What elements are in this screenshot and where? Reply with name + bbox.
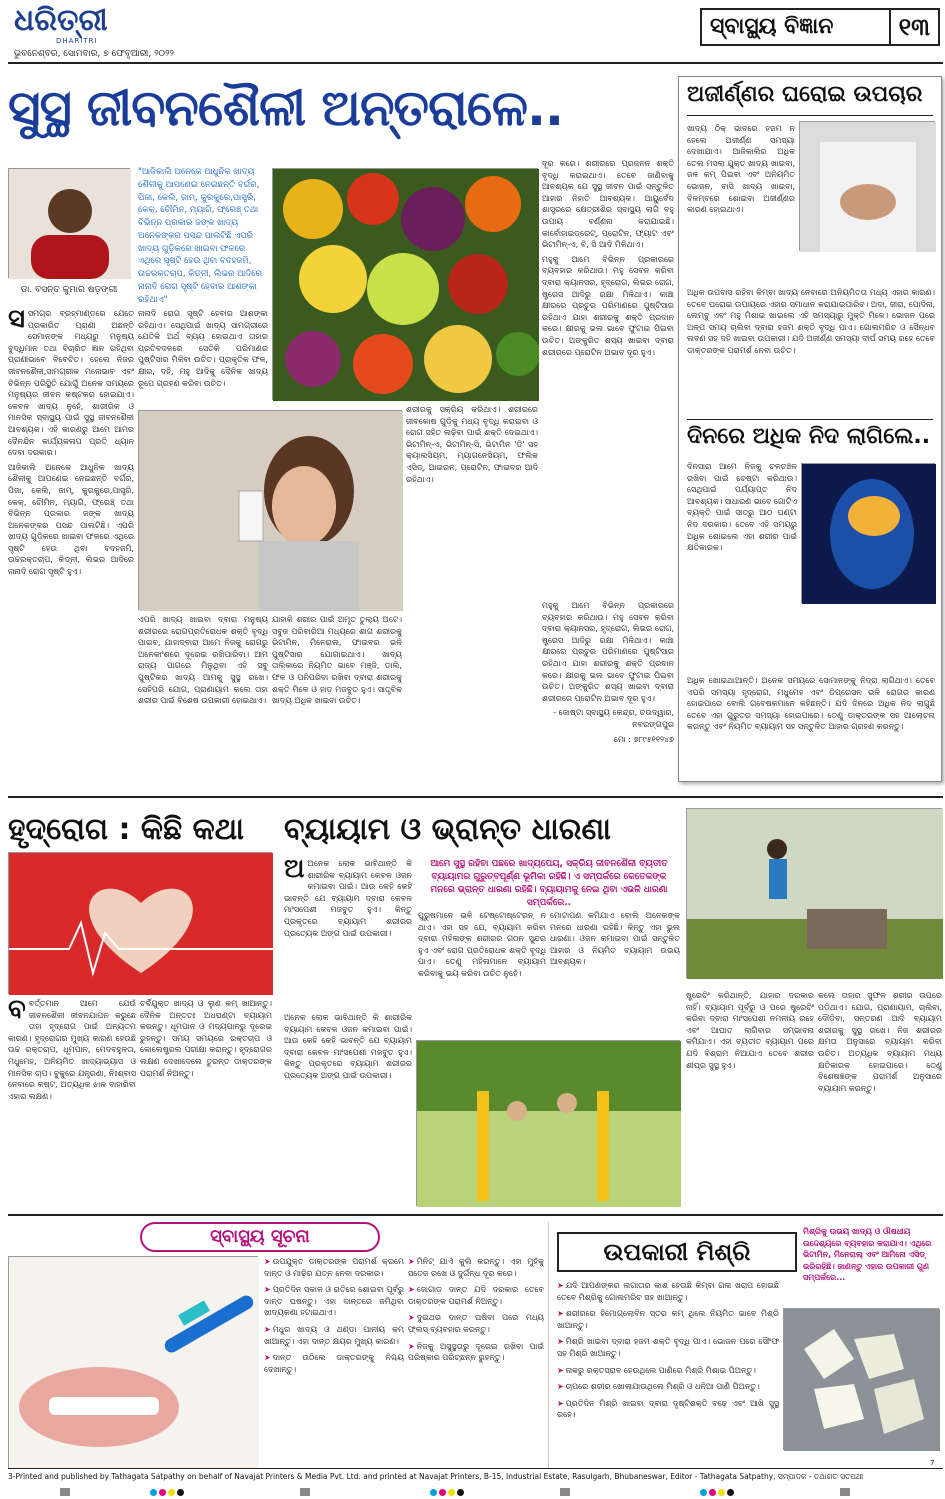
author-caption: ଡା. ବସନ୍ତ କୁମାର ଷଡ଼ଙ୍ଗୀ xyxy=(20,285,118,295)
stretching-icon xyxy=(687,809,943,979)
indigestion-body: ଖାଦ୍ୟ ଠିକ୍‌ ଭାବରେ ହଜମ ନ ହେଲେ ଅଜୀର୍ଣ୍ଣ ସମସ୍ୟା ଦେଖାଯାଏ। ଆଜିକାଲିର ଅଧିକ ତେଲ ମସଲା ଯୁକ୍ତ ଖାଦ୍ୟ ଖାଇବା, ଜଳ କମ୍‌ ପିଇବା ଏବଂ ଅନିୟମିତ ଭୋଜନ, ବାସି ଖାଦ୍ୟ ଖାଇବା, ବିଳମ୍ବରେ ଶୋଇବା ଅଜୀର୍ଣ୍ଣର କାରଣ ହୋଇଥାଏ। xyxy=(687,124,795,215)
sugar-candy-image xyxy=(783,1308,939,1450)
page-mark: 7 xyxy=(930,1459,935,1467)
section-header xyxy=(700,8,940,46)
exercise-body-col4: ଷ୍ଟ୍ରେଚିଂ କରିଥାନ୍ତି, ଯାହାର ଦରକାର ନାହିଁ। ବ୍ୟାୟାମ ପୂର୍ବରୁ ଓ ପରେ ଷ୍ଟ୍ରେଚିଂ କରିବା ଦ୍ବାରା ମାଂସପେଶୀ ନମନୀୟ ରହେ ଏବଂ ଆଘାତ ଲାଗିବାର ସମ୍ଭାବନା କମିଯାଏ। ଏହା ବ୍ୟତୀତ ବ୍ୟାୟାମ ପରେ ଯଦି ବିଶ୍ରାମ ନିଆଯାଏ ତେବେ ଶରୀର ଶୀଘ୍ର ସୁସ୍ଥ ହୁଏ। xyxy=(686,991,814,1070)
sugar-title: ଉପକାରୀ ମିଶ୍ରି xyxy=(557,1232,797,1272)
exercise-equipment-icon xyxy=(417,1041,681,1207)
lead-signoff: - ଜୋଷ୍ଟା ସ୍ବାସ୍ଥ୍ୟ କେନ୍ଦ୍ର, ଚଉଦ୍ୱାର, ନବରଙ୍ଗପୁର xyxy=(553,708,674,729)
dropcap: ସ xyxy=(8,308,25,334)
indigestion-body-2: ଅଧିକ ଉପବାସ ରହିବା କିମ୍ବା ଖାଦ୍ୟ ନେବାରେ ଅନିୟମିତତା ମଧ୍ୟ ଏହାର କାରଣ। ତେବେ ଘରୋଇ ଉପାୟରେ ଏହାର ସମାଧାନ କରାଯାଇପାରିବ। ଅଦା, ଜୀରା, ପୋଦିନା, ଲେମ୍ବୁ ଏବଂ ମହୁ ମିଶାଇ ଖାଇଲେ ଏହି ସମସ୍ୟାରୁ ମୁକ୍ତି ମିଳେ। ଭୋଜନ ପରେ ଅଳ୍ପ ସମୟ ଚାଲିବା ଦ୍ବାରା ହଜମ ଶକ୍ତି ବୃଦ୍ଧି ପାଏ। ଗୋଲମରିଚ ଓ ସୈନ୍ଧବ ଲବଣ ସହ ଦହି ଖାଇବା ଉପକାରୀ। ଯଦି ଅଜୀର୍ଣ୍ଣ ସମସ୍ୟା ଦୀର୍ଘ ସମୟ ରହେ ତେବେ ଡାକ୍ତରଙ୍କ ପରାମର୍ଶ ନେବା ଉଚିତ। xyxy=(687,288,935,355)
sleep-title: ଦିନରେ ଅଧିକ ନିଦ ଲାଗିଲେ.. xyxy=(687,424,931,449)
tip-item: ➤ ଦାନ୍ତ ଉଠିଲେ ଡାକ୍ତରଙ୍କୁ ନିଶ୍ଚୟ ଦେଖାନ୍ତୁ। xyxy=(264,1352,404,1375)
heart-body-2: ଚର୍ବିଯୁକ୍ତ ଖାଦ୍ୟ ଓ ଲୁଣ କମ୍‌ ଖାଆନ୍ତୁ। ଦୈନିକ ଅନ୍ତତଃ ଅଧଘଣ୍ଟା ବ୍ୟାୟାମ କରନ୍ତୁ। ଧୂମପାନ ଓ ମଦ୍ୟପାନରୁ ଦୂରେଇ ରୁହନ୍ତୁ। ସମୟ ସମୟରେ ରକ୍ତଚାପ ଓ କୋଲେଷ୍ଟ୍ରଲ ପରୀକ୍ଷା କରାନ୍ତୁ। ହୃଦ୍‌ରୋଗର ଲକ୍ଷଣ ଦେଖାଦେଲେ ତୁରନ୍ତ ଡାକ୍ତରଙ୍କ ପରାମର୍ଶ ନିଅନ୍ତୁ। xyxy=(140,999,272,1078)
lead-body-col4 xyxy=(542,158,674,598)
milk-glass-icon xyxy=(139,411,403,611)
stomach-icon xyxy=(800,122,936,252)
heart-icon xyxy=(9,853,273,995)
registration-bar xyxy=(300,1488,310,1496)
fruits-vegetables-image xyxy=(272,168,538,400)
sidebar-rule-2 xyxy=(687,419,933,420)
lead-col4-text-b: ମହୁକୁ ଆମେ ବିଭିନ୍ନ ପ୍ରକାରରେ ବ୍ୟବହାର କରିଥାଉ। ମହୁ ସେବନ କରିବା ଦ୍ବାରା କ୍ୟାନସର, ହୃଦ୍‌ରୋଗ, ଲିଭର ରୋଗ, ଷ୍ଟ୍ରେସ ଆଦିରୁ ରକ୍ଷା ମିଳିଥାଏ। କାଞ୍ଚା କ୍ଷୀରରେ ପ୍ରଚୁର ପରିମାଣରେ ପୁଷ୍ଟିସାର ରହିଥାଏ ଯାହା ଶରୀରକୁ ଶକ୍ତି ପ୍ରଦାନ କରେ। କ୍ଷୀରକୁ ଭଲ ଭାବେ ଫୁଟାଇ ପିଇବା ଉଚିତ। ଅଙ୍କୁରିତ ଶସ୍ୟ ଖାଇବା ଦ୍ବାରା ଶରୀରରେ ପ୍ରୋଟିନ ଅଭାବ ଦୂର ହୁଏ। xyxy=(542,254,674,357)
sugar-point: ➤ ପ୍ରତିଦିନ ମିଶ୍ରି ଖାଇବା ଦ୍ବାରା ଦୃଷ୍ଟିଶକ୍ତି ବଢ଼େ ଏବଂ ଆଖି ସୁସ୍ଥ ରହେ। xyxy=(557,1398,779,1421)
lead-body-col3: ଶରୀରକୁ ସକ୍ରିୟ କରିଥାଏ। ଶରୀରରେ ଜୀବକୋଷ ଗୁଡ଼ିକୁ ମଧ୍ୟ ବୃଦ୍ଧି କରାଇବା ଓ ରୋଗ ସହିତ ଲଢ଼ିବା ପାଇଁ ଶକ୍ତି ଦେଇଥାଏ। ଭିଟାମିନ୍‌-ଏ, ଭିଟାମିନ୍‌-ସି, ଭିଟାମିନ 'ଡି' ସହ କ୍ୟାଲସିୟମ, ମ୍ୟାଗନେସିୟମ, ଫଲିକ ଏସିଡ୍‌, ଆଇରନ, ପ୍ରୋଟିନ, ଫାଇବର ଆଦି ରହିଥାଏ। xyxy=(406,405,538,484)
sugar-box xyxy=(548,1222,942,1468)
section-rule xyxy=(8,796,943,798)
section-name: ସ୍ବାସ୍ଥ୍ୟ ବିଜ୍ଞାନ xyxy=(710,14,834,40)
tips-col2 xyxy=(408,1256,544,1466)
fruits-icon xyxy=(273,169,539,401)
lead-headline: ସୁସ୍ଥ ଜୀବନଶୈଳୀ ଅନ୍ତରାଳେ.. xyxy=(8,79,563,137)
registration-bar xyxy=(60,1488,70,1496)
brain-image xyxy=(801,463,935,603)
sidebar-rule xyxy=(687,115,933,116)
exercise-intro: ଆମେ ସୁସ୍ଥ ରହିବା ପଛରେ ଖାଦ୍ୟପେୟ, ସକ୍ରିୟ ଜୀବନଶୈଳୀ ବ୍ୟତୀତ ବ୍ୟାୟାମର ଗୁରୁତ୍ବପୂର୍ଣ୍ଣ ଭୂମିକା ରହିଛି। ଏ ସମ୍ପର୍କରେ କେତେକଙ୍କ ମନରେ ଭ୍ରାନ୍ତ ଧାରଣା ରହିଛି। ବ୍ୟାୟାମକୁ ନେଇ ଥିବା ଏଭଳି ଧାରଣା ସମ୍ପର୍କରେ.. xyxy=(430,859,668,909)
registration-dots xyxy=(150,1489,184,1496)
lead-body-col3b: ଯାହାକି ଶରୀର ପାଇଁ ଅମୃତ ତୁଲ୍ୟ ଅଟେ। ସବୁଜ ପରିବାରିଆ ମଧ୍ୟରେ ଶାଗ ଶରୀରକୁ ଭିଟାମିନ, ମିନେରାଲ, ଫାଇବର ଭଳି ପୁଷ୍ଟିସାର ଯୋଗାଇଥାଏ। ଖାଦ୍ୟ ତାଲିକାରେ ନିୟମିତ ଭାବେ ମଞ୍ଜି, ଡାଲି, ଫଳ ଓ ପନିପରିବା ରଖିବା ଦ୍ବାରା ଶରୀରକୁ ଶକ୍ତି ମିଳେ ଓ ହାଡ଼ ମଜବୁତ ହୁଏ। ସାତ୍ତ୍ବିକ ଖାଦ୍ୟ ଅଧିକ ଖାଇବା ଉଚିତ। xyxy=(272,615,402,706)
registration-bar xyxy=(840,1488,850,1496)
registration-bar xyxy=(560,1488,570,1496)
registration-dots xyxy=(430,1489,464,1496)
lead-col1-text: ସମଗ୍ର ବ୍ରହ୍ମାଣ୍ଡରେ ଯେତେ ପ୍ରକାରିତ ପ୍ରାଣୀ ଅଛନ୍ତି ସେମାନଙ୍କ ମଧ୍ୟରୁ ମନୁଷ୍ୟ ବୁଦ୍ଧିମାନ ତଥା ବିଚାରିତ ଜ୍ଞାନ ରହିଥିବା ପ୍ରାଣୀଭାବେ ବିବେଚିତ। ହେଲେ ନିଜର ଜୀବନଶୈଳୀ,ସାମଗ୍ରୀକ ମନୋଭାବ ଏବଂ ବିଭିନ୍ନ ପରିସ୍ଥିତି ଯୋଗୁଁ ଅନେକ ସମୟରେ ମନୁଷ୍ୟର ଜୀବନ କଷ୍ଟକର ହୋଇଯାଏ। କେବଳ ଖାଦ୍ୟ ନୁହେଁ, ଶାରୀରିକ ଓ ମାନସିକ ସ୍ବାସ୍ଥ୍ୟ ପାଇଁ ସୁସ୍ଥ ଜୀବନଶୈଳୀ ଆବଶ୍ୟକ। ଏହି କାରଣରୁ ଆମେ ଆମର ଦୈନନ୍ଦିନ କାର୍ଯ୍ୟକଳାପ ପ୍ରତି ଧ୍ୟାନ ଦେବା ଦରକାର। xyxy=(8,309,134,458)
exercise-body-col1 xyxy=(284,858,412,1008)
exercise-body-col5: କଲେ ତାହାର ସୁଫଳ ଶରୀର ଉପରେ ପଡ଼ିଥାଏ। ଯୋଗ, ପ୍ରାଣାୟାମ, ଚାଲିବା, ଦୌଡ଼ିବା, ସନ୍ତରଣ ଆଦି ବ୍ୟାୟାମ ଶରୀରକୁ ସୁସ୍ଥ ରଖେ। ନିଜ ଶରୀରର କ୍ଷମତା ଅନୁସାରେ ବ୍ୟାୟାମ କରିବା ଉଚିତ। ଅତ୍ୟଧିକ ବ୍ୟାୟାମ ମଧ୍ୟ କ୍ଷତିକାରକ ହୋଇପାରେ। ତେଣୁ ବିଶେଷଜ୍ଞଙ୍କ ପରାମର୍ଶ ଅନୁସାରେ ବ୍ୟାୟାମ କରନ୍ତୁ। xyxy=(818,991,942,1093)
sleep-body-2: ଅଧିକ ଖୋଇଥାଆନ୍ତି। ଅନେକ ସମୟରେ ସୋମାନଙ୍କୁ ନିଦ୍ରା ଲାଗିଥାଏ। ତେବେ ଏପରି ସମସ୍ୟା ହୃଦ୍‌ରୋଗ, ମଧୁମେହ ଏବଂ ଡିପ୍ରେସନ ଭଳି ରୋଗର କାରଣ ହୋଇପାରେ ବୋଲି ଗବେଷକମାନେ କହିଛନ୍ତି। ଯଦି ଦିନରେ ଅଧିକ ନିଦ ଲାଗୁଛି ତେବେ ଏହା ଗୁରୁତର ସମସ୍ୟା ହୋଇପାରେ। ତେଣୁ ଡାକ୍ତରଙ୍କ ସହ ଆଲୋଚନା କରନ୍ତୁ ଏବଂ ନିୟମିତ ବ୍ୟାୟାମ ସହ ସନ୍ତୁଳିତ ଆହାର ଗ୍ରହଣ କରନ୍ତୁ। xyxy=(687,676,935,732)
sidebar-box xyxy=(678,76,942,782)
lead-body-col2: ନାନାଦି ରୋଗ ସୃଷ୍ଟି ହେବାର ଆଶଙ୍କା ରହିଥାଏ। ସେଥିପାଇଁ ଖାଦ୍ୟ ସାମଗ୍ରୀରେ ଯେତିକି ଅର୍ଥ ବ୍ୟୟ ହୋଇଥାଏ ତାହାର ପ୍ରତିବଦଳରେ ସେତିକି ପରିମାଣର ପୁଷ୍ଟିସାର ମିଳିବା ଉଚିତ। ପ୍ରାକୃତିକ ଫଳ, କ୍ଷୀର, ଦହି, ମହୁ ଆଦିକୁ ଦୈନିକ ଖାଦ୍ୟ ରୂପେ ଗ୍ରହଣ କରିବା ଉଚିତ। xyxy=(138,309,268,388)
registration-dots xyxy=(700,1489,734,1496)
exercise-body-col3: ମୋଟାପଣ କମିଯାଏ ବୋଲି ଅନେକଙ୍କ ମନରେ ଧାରଣା ରହିଛି। କିନ୍ତୁ ଏହା ଭୁଲ ଧାରଣା। ଓଜନ କମାଇବା ପାଇଁ ସନ୍ତୁଳିତ ଆହାର ଓ ନିୟମିତ ବ୍ୟାୟାମ ଉଭୟ ଆବଶ୍ୟକ। xyxy=(550,911,680,967)
newspaper-logo xyxy=(14,3,174,46)
lead-pull-quote: "ଆଜିକାଲି ଅନେକେ ଆଧୁନିକ ଖାଦ୍ୟ ଶୈଳୀକୁ ଆପଣେଇ ନେଇଛନ୍ତି ବର୍ଗର, ପିଜା, କେଲି, ଜାମ୍‌, କୁରକୁରେ,ପାସ୍ତ୍ରି, କେକ୍‌, ଚୌମିନ, ମ୍ୟାଗି, ଫ୍ରେଞ୍ଚ୍‌ ତଥା ବିଭିନ୍ନ ପ୍ରକାର ଜଙ୍କ ଖାଦ୍ୟ ଅନେକଙ୍କର ପସନ୍ଦ ପାଲଟିଛି ଏପରି ଖାଦ୍ୟ ଗୁଡ଼ିକରେ ଖାଇବା ଫଳରେ ଏଥିରେ ସୃଷ୍ଟି ହେଉ ଥିବା ବଦହଜମି, ଉଚ୍ଚରକ୍ତଚାପ, କିଡ୍‌ନୀ, ଲିଭର ଆଦିରେ ନାନାଦି ରୋଗ ସୃଷ୍ଟି ହେବାର ଆଶଙ୍କା ରହିଥାଏ" xyxy=(138,167,262,305)
dropcap: ଅ xyxy=(284,858,305,884)
lead-col4-text-c: ମହୁକୁ ଆମେ ବିଭିନ୍ନ ପ୍ରକାରରେ ବ୍ୟବହାର କରିଥାଉ। ମହୁ ସେବନ କରିବା ଦ୍ବାରା କ୍ୟାନସର, ହୃଦ୍‌ରୋଗ, ଲିଭର ରୋଗ, ଷ୍ଟ୍ରେସ ଆଦିରୁ ରକ୍ଷା ମିଳିଥାଏ। କାଞ୍ଚା କ୍ଷୀରରେ ପ୍ରଚୁର ପରିମାଣରେ ପୁଷ୍ଟିସାର ରହିଥାଏ ଯାହା ଶରୀରକୁ ଶକ୍ତି ପ୍ରଦାନ କରେ। କ୍ଷୀରକୁ ଭଲ ଭାବେ ଫୁଟାଇ ପିଇବା ଉଚିତ। ଅଙ୍କୁରିତ ଶସ୍ୟ ଖାଇବା ଦ୍ବାରା ଶରୀରରେ ପ୍ରୋଟିନ ଅଭାବ ଦୂର ହୁଏ। xyxy=(542,601,674,703)
sugar-point: ➤ ଚାପରେ ଶରୀର ଖୋଲାଯାଉଥିଲେ ମିଶ୍ରି ଓ ଧନିଆ ପାଣି ପିଅନ୍ତୁ। xyxy=(557,1381,779,1393)
lead-body-col1 xyxy=(8,308,134,788)
exercise-body-col1b: ଅନେକ ଲୋକ ଭାବିଥାନ୍ତି କି ଶାରୀରିକ ବ୍ୟାୟାମ କେବଳ ଓଜନ କମାଇବା ପାଇଁ। ଆଉ କେହି କେହି ଭାବନ୍ତି ଯେ ବ୍ୟାୟାମ ଦ୍ବାରା କେବଳ ମାଂସପେଶୀ ମଜବୁତ ହୁଏ। କିନ୍ତୁ ପ୍ରକୃତରେ ବ୍ୟାୟାମ ଶରୀରର ପ୍ରତ୍ୟେକ ଅଙ୍ଗ ପାଇଁ ଉପକାରୀ। xyxy=(284,1013,412,1080)
elderly-exercise-image xyxy=(416,1040,680,1206)
heart-title: ହୃଦ୍‌ରୋଗ : କିଛି କଥା xyxy=(8,812,245,847)
tip-item: ➤ ନିଜକୁ ଅସୁସ୍ଥତାରୁ ଦୂରେଇ ରଖିବା ପାଇଁ ପରିଷ୍କାର ପରିଚ୍ଛନ୍ନ ରୁହନ୍ତୁ। xyxy=(408,1341,544,1364)
tip-item: ➤ ମଧୁର ଖାଦ୍ୟ ଓ ଥଣ୍ଡା ପାନୀୟ କମ୍‌ ଖାଆନ୍ତୁ। ଏହା ଦାନ୍ତ କ୍ଷୟର ମୁଖ୍ୟ କାରଣ। xyxy=(264,1324,404,1347)
heart-body xyxy=(8,998,136,1208)
imprint-line: 3-Printed and published by Tathagata Satpathy on behalf of Navajat Printers & Media Pvt. Ltd. and printed at Navajat Printers, B-15, Industrial Estate, Rasulgarh, Bhubaneswar, Editor - Tathagata Satpathy, ସମ୍ପାଦକ - ତଥାଗତ ସତପଥୀ xyxy=(8,1472,864,1481)
tip-item: ➤ ମିନିଟ୍‌ ଯାଏଁ କୁଲି କରନ୍ତୁ। ଏହା ମୁହଁକୁ ସତେଜ ରଖେ ଓ ଦୁର୍ଗନ୍ଧ ଦୂର କରେ। xyxy=(408,1256,544,1279)
toothbrush-icon xyxy=(9,1257,259,1469)
indigestion-title: ଅଜୀର୍ଣ୍ଣର ଘରୋଇ ଉପଚାର xyxy=(687,82,923,107)
masthead-rule xyxy=(8,62,943,64)
sleep-body: ଦିନସାରା ଆମେ ନିଜକୁ ଚଳଚଞ୍ଚଳ ରଖିବା ପାଇଁ ଚେଷ୍ଟା କରିଥାଉ। ସେଥିପାଇଁ ପର୍ଯ୍ୟାପ୍ତ ନିଦ ଆବଶ୍ୟକ। ସାଧାରଣ ଭାବେ ଗୋଟିଏ ବ୍ୟକ୍ତି ପାଇଁ ସାତରୁ ଆଠ ଘଣ୍ଟା ନିଦ ଦରକାର। ତେବେ ଏହି ସମୟରୁ ଅଧିକ ଶୋଇଲେ ଏହା ଶରୀର ପାଇଁ କ୍ଷତିକାରକ। xyxy=(687,462,797,553)
sugar-crystal-icon xyxy=(784,1309,940,1451)
lead-col1-text-b: ଆଜିକାଲି ଅନେକେ ଆଧୁନିକ ଖାଦ୍ୟ ଶୈଳୀକୁ ଆପଣେଇ ନେଇଛନ୍ତି ବର୍ଗର, ପିଜା, କେଲି, ଜାମ୍‌, କୁରକୁରେ,ପାସ୍ତ୍ରି, କେକ୍‌, ଚୌମିନ, ମ୍ୟାଗି, ଫ୍ରେଞ୍ଚ୍‌ ତଥା ବିଭିନ୍ନ ପ୍ରକାର ଜଙ୍କ ଖାଦ୍ୟ ଅନେକଙ୍କର ପସନ୍ଦ ପାଲଟିଛି। ଏପରି ଖାଦ୍ୟ ଗୁଡ଼ିକରେ ଖାଇବା ଫଳରେ ଏଥିରେ ସୃଷ୍ଟି ହେଉ ଥିବା ବଦହଜମି, ଉଚ୍ଚରକ୍ତଚାପ, କିଡ୍‌ନୀ, ଲିଭର ଆଦିରେ ନାନାଦି ରୋଗ ସୃଷ୍ଟି ହୁଏ। xyxy=(8,462,134,577)
footer-rule xyxy=(8,1468,943,1469)
section-rule-2 xyxy=(8,1214,943,1216)
sugar-point: ➤ ନାକରୁ ରକ୍ତସ୍ରାବ ହେଉଥିଲେ ପାଣିରେ ମିଶ୍ରି ମିଶାଇ ପିଅନ୍ତୁ। xyxy=(557,1365,779,1377)
dateline: ଭୁବନେଶ୍ବର, ସୋମବାର, ୭ ଫେବୃଆରୀ, ୨୦୨୨ xyxy=(14,49,175,59)
toothbrush-smile-image xyxy=(8,1256,258,1468)
logo-text: ଧରିତ୍ରୀ xyxy=(14,3,108,38)
woman-stretching-image xyxy=(686,808,942,978)
heart-text: ବର୍ତ୍ତମାନ ଆମେ ଯେଉଁ ଜୀବନଶୈଳୀ ଜୀବନଯାପନ କରୁଛେ ତାହା ହୃଦ୍‌ରୋଗ ପାଇଁ ଅନ୍ୟତମ କାରଣ। ହୃଦ୍‌ରୋଗର ମୁଖ୍ୟ କାରଣ ହେଉଛି ଉଚ୍ଚ ରକ୍ତଚାପ, ଧୂମପାନ, ମେଦବହୁଳତା, ମଧୁମେହ, ଅନିୟମିତ ଖାଦ୍ୟାଭ୍ୟାସ ଓ ମାନସିକ ଚାପ। ବୁକୁରେ ଯନ୍ତ୍ରଣା, ନିଃଶ୍ବାସ ନେବାରେ କଷ୍ଟ, ଅତ୍ୟଧିକ ଝାଳ ବାହାରିବା ଏହାର ଲକ୍ଷଣ। xyxy=(8,999,136,1101)
sugar-intro: ମିଶ୍ରିକୁ ଉଭୟ ଖାଦ୍ୟ ଓ ଔଷଧୀୟ ଉଦ୍ଦେଶ୍ୟରେ ବ୍ୟବହାର କରାଯାଏ। ଏଥିରେ ଭିଟାମିନ, ମିନେରାଲ୍‌ ଏବଂ ଆମିନୋ ଏସିଡ୍‌ ଭରିରହିଛି। ଜାଣନ୍ତୁ ଏହାର ଉପକାରୀ ଗୁଣ ସମ୍ପର୍କରେ... xyxy=(803,1227,932,1283)
tip-item: ➤ ଜୋଗାଡ଼ ଦାନ୍ତ ଯଦି ଦରକାର ତେବେ ଡାକ୍ତରଙ୍କ ପରାମର୍ଶ ନିଅନ୍ତୁ। xyxy=(408,1284,544,1307)
dropcap: ବ xyxy=(8,998,26,1024)
lead-body-col2b: ଏପରି ଖାଦ୍ୟ ଖାଇବା ଦ୍ବାରା ମନୁଷ୍ୟ ଶରୀରରେ ରୋଗପ୍ରତିରୋଧକ ଶକ୍ତି ବୃଦ୍ଧି ପାଇବ, ଯାହାଦ୍ବାରା ଆମେ ନିଜକୁ ରୋଗରୁ ଅନେକାଂଶରେ ଦୂରେଇ ରଖିପାରିବା। ଆମ ରାଜ୍ୟ ପାଗରେ ମିଳୁଥିବା ଏହି ସବୁ ପୁଷ୍ଟିକର ଖାଦ୍ୟ ଆମକୁ ସୁସ୍ଥ ରଖେ। ସେହିପରି ଯୋଗ, ପ୍ରାଣାୟାମ କଲେ ତାହା ଶରୀର ପାଇଁ ବିଶେଷ ଉପକାରୀ ହୋଇଥାଏ। xyxy=(138,615,268,706)
sugar-point: ➤ ଯଦି ଆପଣଙ୍କର ଲଗାତାର କାଶ ହେଉଛି କିମ୍ବା ଗଳା ଖରାପ ହୋଇଛି ତେବେ ମିଶ୍ରିକୁ ଗୋଲମରିଚ ସହ ଖାଆନ୍ତୁ। xyxy=(557,1280,779,1303)
author-photo xyxy=(8,168,130,278)
tips-title-bar xyxy=(140,1222,380,1252)
page-number: ୧୩ xyxy=(889,10,930,45)
tip-item: ➤ ପ୍ରତିଦିନ ସକାଳ ଓ ରାତିରେ ଶୋଇବା ପୂର୍ବରୁ ଦାନ୍ତ ଘଷନ୍ତୁ। ଏହା ଦାନ୍ତରେ ଜମିଥିବା ଖାଦ୍ୟକଣା ହଟାଇଥାଏ। xyxy=(264,1284,404,1319)
lead-body-col4c xyxy=(542,600,674,790)
tip-item: ➤ ଦୁଇଥର ଦାନ୍ତ ଘଷିବା ପରେ ମଧ୍ୟ ଫ୍ଲସ୍‌ ବ୍ୟବହାର କରନ୍ତୁ। xyxy=(408,1312,544,1335)
tips-col1 xyxy=(264,1256,404,1466)
sugar-points xyxy=(557,1280,779,1466)
tip-item: ➤ ଉପଯୁକ୍ତ ଡାକ୍ତରଙ୍କ ପରାମର୍ଶ କ୍ରମେ ଦାନ୍ତ ଓ ମାଢ଼ିର ଯତ୍ନ ନେବା ଦରକାର। xyxy=(264,1256,404,1279)
sugar-point: ➤ ମିଶ୍ରି ଖାଇବା ଦ୍ବାରା ହଜମ ଶକ୍ତି ବୃଦ୍ଧି ପାଏ। ଭୋଜନ ପରେ ସୌଂଫ ସହ ମିଶ୍ରି ଖାଆନ୍ତୁ। xyxy=(557,1336,779,1359)
lead-phone: ମୋ : ୭୮୯୫୧୧୨୪୭ xyxy=(614,734,674,744)
sugar-point: ➤ ଶରୀରରେ ହିମୋଗ୍ଲୋବିନ ସ୍ତର କମ୍‌ ଥିଲେ ନିୟମିତ ଭାବେ ମିଶ୍ରି ଖାଆନ୍ତୁ। xyxy=(557,1308,779,1331)
woman-drinking-milk-image xyxy=(138,410,402,610)
person-icon xyxy=(9,169,131,279)
brain-icon xyxy=(802,464,936,604)
tips-title: ସ୍ବାସ୍ଥ୍ୟ ସୂଚନା xyxy=(210,1225,310,1247)
lead-col4-text: ଦୂର କରେ। ଶରୀରରେ ପ୍ରଜନନ ଶକ୍ତି ବୃଦ୍ଧି କରାଇଥାଏ। ତେବେ ଜାଣିବାକୁ ଆବଶ୍ୟକ ଯେ ସୁସ୍ଥ ଜୀବନ ପାଇଁ ସନ୍ତୁଳିତ ଆହାର ନିହାତି ଆବଶ୍ୟକ। ଆୟୁର୍ବେଦ ଶାସ୍ତ୍ରରେ କ୍ଷେତ୍ରୀଶିର ସ୍ବାସ୍ଥ୍ୟ ଲାଗି ବହୁ ଉପାୟ ବର୍ଣ୍ଣନା କରାଯାଇଛି। କାର୍ବୋହାଇଡ୍ରେଟ୍‌, ପ୍ରୋଟିନ, ଫ୍ୟାଟ ଏବଂ ଭିଟାମିନ୍‌-ଏ, ବି, ସି ଆଦି ମିଳିଥାଏ। xyxy=(542,159,674,250)
exercise-body-col2: ପୁରୁଷମାନେ ଭଳି ଟେଷ୍ଟୋଷ୍ଟେରନ୍‌ ନ ଥାଏ। ଏହା ସହ ଯେ, ବ୍ୟାୟାମ କରିବା ଦ୍ବାରା ମହିଳାଙ୍କ ଶରୀରର ଗଠନ ସୁନ୍ଦର ହୁଏ ଏବଂ ରୋଗ ପ୍ରତିରୋଧକ ଶକ୍ତି ବୃଦ୍ଧି ପାଏ। ତେଣୁ ମହିଳାମାନେ ବ୍ୟାୟାମ କରିବାକୁ ଭୟ କରିବା ଉଚିତ ନୁହେଁ। xyxy=(418,911,546,978)
logo-subtext: DHARITRI xyxy=(56,37,98,45)
stomach-pain-image xyxy=(799,121,935,251)
heart-image xyxy=(8,852,272,994)
exercise-title: ବ୍ୟାୟାମ ଓ ଭ୍ରାନ୍ତ ଧାରଣା xyxy=(284,812,612,847)
exercise-col1-text: ଅନେକ ଲୋକ ଭାବିଥାନ୍ତି କି ଶାରୀରିକ ବ୍ୟାୟାମ କେବଳ ଓଜନ କମାଇବା ପାଇଁ। ଆଉ କେହି କେହି ଭାବନ୍ତି ଯେ ବ୍ୟାୟାମ ଦ୍ବାରା କେବଳ ମାଂସପେଶୀ ମଜବୁତ ହୁଏ। କିନ୍ତୁ ପ୍ରକୃତରେ ବ୍ୟାୟାମ ଶରୀରର ପ୍ରତ୍ୟେକ ଅଙ୍ଗ ପାଇଁ ଉପକାରୀ। xyxy=(284,859,412,938)
